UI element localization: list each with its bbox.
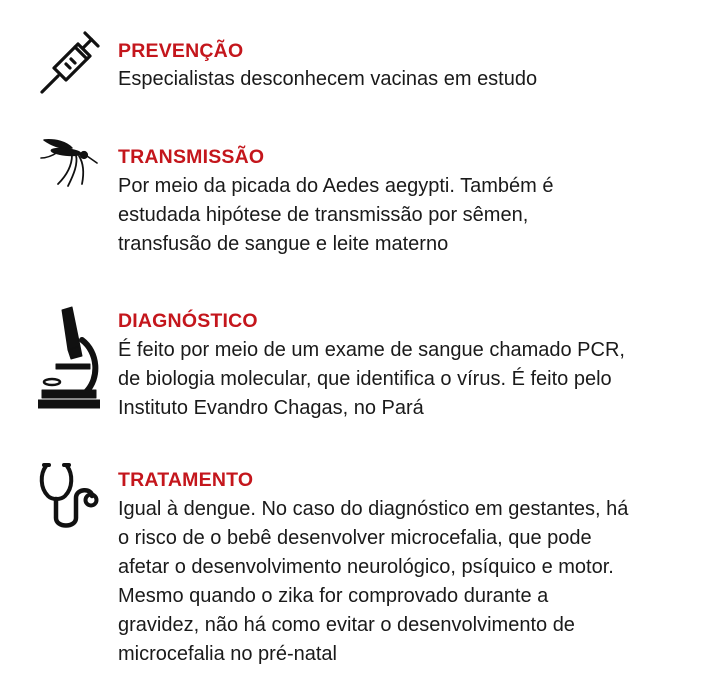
text-line: Mesmo quando o zika for comprovado durante a [118,585,549,607]
text-line: É feito por meio de um exame de sangue chamado PCR, [118,339,625,361]
text-line: transfusão de sangue e leite materno [118,233,449,255]
section-title: TRANSMISSÃO [118,146,265,168]
section-text [118,495,628,669]
section-text [118,172,553,259]
stethoscope-icon [36,462,102,534]
mosquito-icon [38,136,98,192]
text-line: estudada hipótese de transmissão por sêmen, [118,204,529,226]
text-line: microcefalia no pré-natal [118,643,337,665]
microscope-icon [38,306,100,410]
text-line: Instituto Evandro Chagas, no Pará [118,397,424,419]
section-title: TRATAMENTO [118,469,254,491]
syringe-icon [38,30,104,96]
text-line: Especialistas desconhecem vacinas em estudo [118,68,538,90]
section-title: DIAGNÓSTICO [118,310,258,332]
text-line: Por meio da picada do Aedes aegypti. Também é [118,175,554,197]
text-line: de biologia molecular, que identifica o vírus. É feito pelo [118,368,612,390]
text-line: o risco de o bebê desenvolver microcefalia, que pode [118,527,592,549]
section-text [118,336,625,423]
section-title: PREVENÇÃO [118,40,244,62]
text-line: Igual à dengue. No caso do diagnóstico em gestantes, há [118,498,629,520]
text-line: afetar o desenvolvimento neurológico, psíquico e motor. [118,556,614,578]
section-text [118,65,537,94]
text-line: gravidez, não há como evitar o desenvolvimento de [118,614,575,636]
